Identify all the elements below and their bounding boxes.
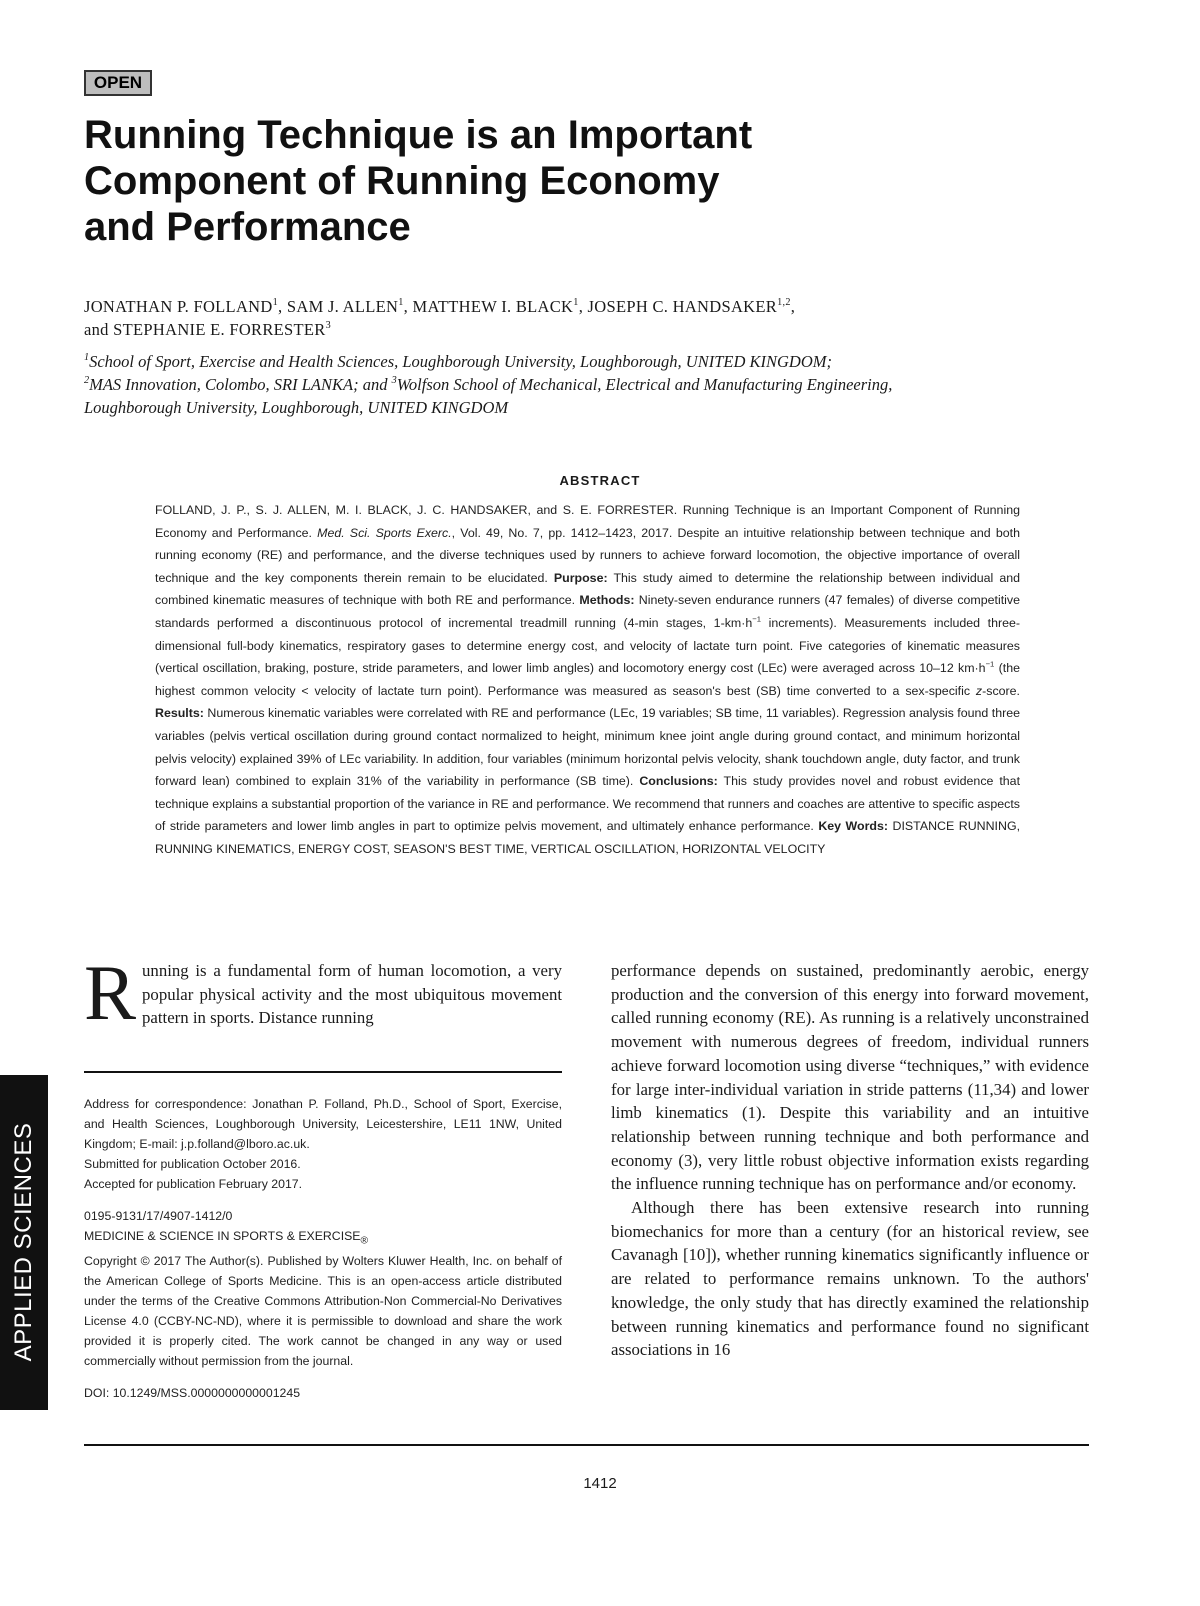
doi: DOI: 10.1249/MSS.0000000000001245 xyxy=(84,1386,301,1401)
affiliation-marker: 1 xyxy=(84,351,90,363)
article-title xyxy=(84,112,1104,250)
affiliation-marker: 2 xyxy=(84,374,90,386)
abstract-body xyxy=(155,499,1020,861)
z-symbol: z xyxy=(975,683,983,698)
section-label-results: Results: xyxy=(155,706,204,721)
affiliation-marker: 3 xyxy=(391,374,397,386)
body-column-right xyxy=(611,959,1089,1362)
copyright-notice: Copyright © 2017 The Author(s). Published by Wolters Kluwer Health, Inc. on behalf of the American College of Sports Medicine. This is an open-access article distributed under the terms of the Creative Commons Attribution-Non Commercial-No Derivatives License 4.0 (CCBY-NC-ND), where it is permissible to download and share the work provided it is properly cited. The work cannot be changed in any way or used commercially without permission from the journal. xyxy=(84,1254,562,1369)
exponent: −1 xyxy=(985,659,995,669)
abstract-conclusions: This study provides novel and robust evidence that technique explains a substantial proportion of the variance in RE and performance. We recommend that runners and coaches are attentive to specific aspects of stride parameters and lower limb angles in part to optimize pelvis movement, and ultimately enhance performance. xyxy=(155,774,1021,834)
section-label-conclusions: Conclusions: xyxy=(639,774,718,789)
abstract-keywords: DISTANCE RUNNING, RUNNING KINEMATICS, ENERGY COST, SEASON'S BEST TIME, VERTICAL OSCILLATION, HORIZONTAL VELOCITY xyxy=(155,819,1021,856)
exponent: −1 xyxy=(752,614,761,624)
body-paragraph: performance depends on sustained, predominantly aerobic, energy production and the conversion of this energy into forward movement, called running economy (RE). As running is a relatively unconstrained movement with numerous degrees of freedom, individual runners achieve forward locomotion using diverse “techniques,” with evidence for large inter-individual variation in stride patterns (11,34) and lower limb kinematics (1). Despite this variability and an intuitive relationship between running technique and both performance and economy (3), very little robust objective information exists regarding the influence running technique has on performance and/or economy. xyxy=(611,961,1089,1194)
journal-name xyxy=(84,1226,562,1251)
abstract-methods: (the highest common velocity < velocity of lactate turn point). Performance was measured as season's best (SB) time converted to a sex-specific xyxy=(155,661,1020,698)
body-paragraph: Although there has been extensive research into running biomechanics for more than a century (for an historical review, see Cavanagh [10]), whether running kinematics significantly influence or are related to performance remains unknown. To the authors' knowledge, the only study that has directly examined the relationship between running kinematics and performance found no significant associations in 16 xyxy=(611,1198,1089,1360)
drop-cap: R xyxy=(84,949,137,1036)
author-name: MATTHEW I. BLACK xyxy=(412,297,574,316)
abstract-methods: -score. xyxy=(982,683,1020,698)
abstract-intro: Despite an intuitive relationship between technique and both running economy (RE) and performance, and the diverse techniques used by runners to achieve forward locomotion, the objective importance of overall technique and the key components therein remain to be elucidated. xyxy=(155,525,1020,585)
section-label-purpose: Purpose: xyxy=(553,570,608,585)
page-number: 1412 xyxy=(583,1475,617,1492)
affiliation-marker: 1 xyxy=(272,296,279,308)
title-line: Running Technique is an Important xyxy=(84,113,753,157)
page-bottom-rule xyxy=(84,1444,1089,1446)
affiliation-text: Wolfson School of Mechanical, Electrical and Manufacturing Engineering, xyxy=(396,375,893,394)
acceptance-date: Accepted for publication February 2017. xyxy=(84,1177,303,1191)
abstract-methods: increments). Measurements included three-dimensional full-body kinematics, respiratory gases to determine energy cost, and velocity of lactate turn point. Five categories of kinematic measures (vertical oscillation, braking, posture, stride parameters, and lower limb angles) and locomotory energy cost (LEc) were averaged across 10–12 km·h xyxy=(155,615,1020,676)
footnote-divider xyxy=(84,1071,562,1073)
affiliation-text: MAS Innovation, Colombo, SRI LANKA; and xyxy=(89,375,388,394)
title-line: and Performance xyxy=(84,205,411,249)
author-name: SAM J. ALLEN xyxy=(286,297,399,316)
correspondence-address: Address for correspondence: Jonathan P. Folland, Ph.D., School of Sport, Exercise, and Health Sciences, Loughborough University, Leicestershire, LE11 1NW, United Kingdom; E-mail: j.p.folland@lboro.ac.uk. xyxy=(84,1097,562,1151)
journal-abbrev: Med. Sci. Sports Exerc. xyxy=(317,525,452,540)
abstract-purpose: This study aimed to determine the relationship between individual and combined kinematic measures of technique with both RE and performance. xyxy=(155,570,1020,608)
open-access-badge: OPEN xyxy=(84,70,152,96)
registered-mark: ® xyxy=(360,1235,369,1247)
submission-date: Submitted for publication October 2016. xyxy=(84,1157,301,1171)
affiliation-text: Loughborough University, Loughborough, UNITED KINGDOM xyxy=(84,398,509,417)
section-label-methods: Methods: xyxy=(579,593,635,608)
affiliation-marker: 1,2 xyxy=(777,296,791,308)
section-side-tab-label: APPLIED SCIENCES xyxy=(10,1122,37,1362)
section-label-keywords: Key Words: xyxy=(818,819,889,834)
abstract-heading: ABSTRACT xyxy=(559,473,641,488)
title-line: Component of Running Economy xyxy=(84,159,720,203)
author-name: JOSEPH C. HANDSAKER xyxy=(587,297,778,316)
journal-name-text: MEDICINE & SCIENCE IN SPORTS & EXERCISE xyxy=(84,1229,361,1243)
author-name: STEPHANIE E. FORRESTER xyxy=(113,320,326,339)
issn-code: 0195-9131/17/4907-1412/0 xyxy=(84,1209,233,1223)
citation-details: , Vol. 49, No. 7, pp. 1412–1423, 2017. xyxy=(451,525,673,540)
correspondence-footnote xyxy=(84,1094,562,1403)
author-list: JONATHAN P. FOLLAND$^1$, SAM J. ALLEN$^1$, MATTHEW I. BLACK$^1$, JOSEPH C. HANDSAKER$^{1,2}$, and STEPHANIE E. FORRESTER$^3$ xyxy=(84,296,796,339)
abstract-citation: FOLLAND, J. P., S. J. ALLEN, M. I. BLACK, J. C. HANDSAKER, and S. E. FORRESTER. Running Technique is an Important Component of Running Economy and Performance. xyxy=(155,503,1020,540)
affiliation-marker: 1 xyxy=(573,296,579,308)
abstract-methods: Ninety-seven endurance runners (47 females) of diverse competitive standards performed a discontinuous protocol of incremental treadmill running (4-min stages, 1-km·h xyxy=(155,593,1021,630)
affiliations xyxy=(84,350,1094,419)
abstract-results: Numerous kinematic variables were correlated with RE and performance (LEc, 19 variables; SB time, 11 variables). Regression analysis found three variables (pelvis vertical oscillation during ground contact normalized to height, minimum knee joint angle during ground contact, and minimum horizontal pelvis velocity) explained 39% of LEc variability. In addition, four variables (minimum horizontal pelvis velocity, shank touchdown angle, duty factor, and trunk forward lean) combined to explain 31% of the variability in performance (SB time). xyxy=(155,706,1020,789)
author-name: JONATHAN P. FOLLAND xyxy=(84,297,273,316)
body-paragraph: unning is a fundamental form of human locomotion, a very popular physical activity and the most ubiquitous movement pattern in sports. Distance running xyxy=(142,961,562,1028)
author-conjunction: and xyxy=(84,320,109,339)
affiliation-marker: 3 xyxy=(325,319,332,331)
affiliation-text: School of Sport, Exercise and Health Sciences, Loughborough University, Loughborough, UNITED KINGDOM; xyxy=(89,352,832,371)
body-column-left xyxy=(84,949,562,1036)
affiliation-marker: 1 xyxy=(398,296,404,308)
